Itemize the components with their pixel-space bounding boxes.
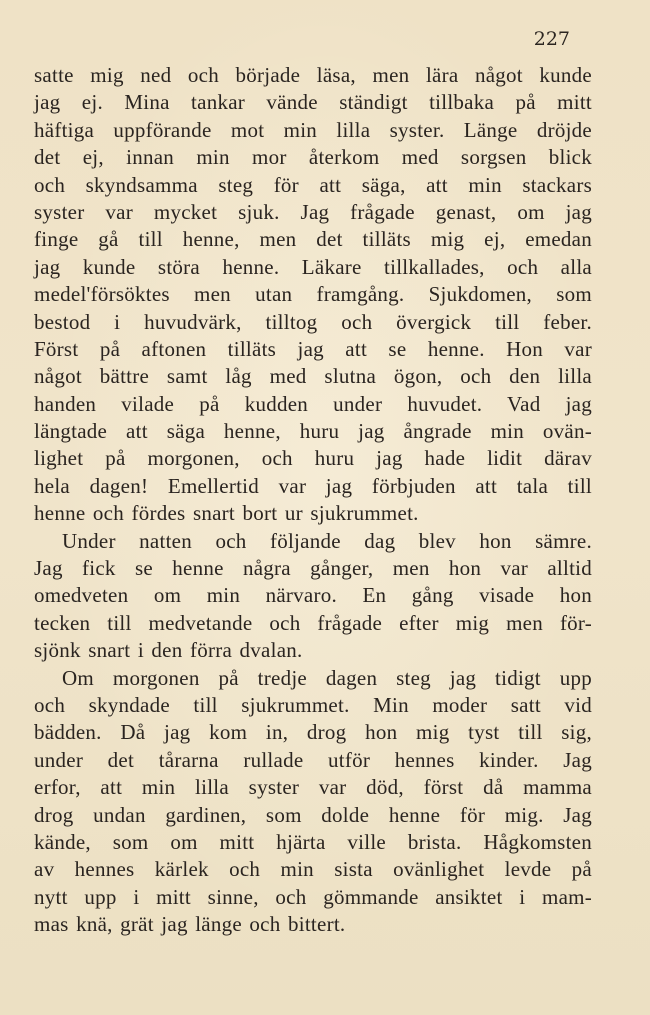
text-line: hela dagen! Emellertid var jag förbjuden att tala till <box>34 473 592 498</box>
text-line: bestod i huvudvärk, tilltog och övergick till feber. <box>34 309 592 334</box>
text-line: längtade att säga henne, huru jag ångrade min ovän- <box>34 419 592 444</box>
text-line: och skyndsamma steg för att säga, att min stackars <box>34 172 592 197</box>
text-line: medel'försöktes men utan framgång. Sjukdomen, som <box>34 282 592 307</box>
text-line: under det tårarna rullade utför hennes kinder. Jag <box>34 747 592 772</box>
text-line: det ej, innan min mor återkom med sorgsen blick <box>34 145 592 170</box>
text-line: häftiga uppförande mot min lilla syster. Länge dröjde <box>34 117 592 142</box>
text-line: sjönk snart i den förra dvalan. <box>34 638 303 663</box>
text-line: jag ej. Mina tankar vände ständigt tillbaka på mitt <box>34 90 592 115</box>
paragraph <box>34 528 592 665</box>
text-line: drog undan gardinen, som dolde henne för mig. Jag <box>34 802 592 827</box>
text-line: omedveten om min närvaro. En gång visade hon <box>34 583 592 608</box>
text-line: mas knä, grät jag länge och bittert. <box>34 912 346 937</box>
text-line: lighet på morgonen, och huru jag hade lidit därav <box>34 446 592 471</box>
text-line: syster var mycket sjuk. Jag frågade genast, om jag <box>34 199 592 224</box>
text-line: tecken till medvetande och frågade efter mig men för- <box>34 610 592 635</box>
text-line: bädden. Då jag kom in, drog hon mig tyst till sig, <box>34 720 592 745</box>
body-text <box>34 62 592 939</box>
text-line: och skyndade till sjukrummet. Min moder satt vid <box>34 692 592 717</box>
text-line: erfor, att min lilla syster var död, först då mamma <box>34 775 592 800</box>
text-line: finge gå till henne, men det tilläts mig ej, emedan <box>34 227 592 252</box>
text-line: Först på aftonen tilläts jag att se henne. Hon var <box>34 336 592 361</box>
text-line: satte mig ned och började läsa, men lära något kunde <box>34 63 592 87</box>
text-line: henne och fördes snart bort ur sjukrummet. <box>34 501 419 526</box>
text-line: Jag fick se henne några gånger, men hon var alltid <box>34 556 592 581</box>
page-number: 227 <box>533 28 570 50</box>
text-line: Om morgonen på tredje dagen steg jag tidigt upp <box>62 665 592 690</box>
text-line: något bättre samt låg med slutna ögon, och den lilla <box>34 364 592 389</box>
text-line: jag kunde störa henne. Läkare tillkallades, och alla <box>34 254 592 279</box>
text-line: handen vilade på kudden under huvudet. Vad jag <box>34 391 592 416</box>
paragraph <box>34 62 592 528</box>
text-line: kände, som om mitt hjärta ville brista. Hågkomsten <box>34 829 592 854</box>
text-line: av hennes kärlek och min sista ovänlighet levde på <box>34 857 592 882</box>
text-line: nytt upp i mitt sinne, och gömmande ansiktet i mam- <box>34 884 592 909</box>
paragraph <box>34 665 592 939</box>
text-line: Under natten och följande dag blev hon sämre. <box>62 528 592 553</box>
